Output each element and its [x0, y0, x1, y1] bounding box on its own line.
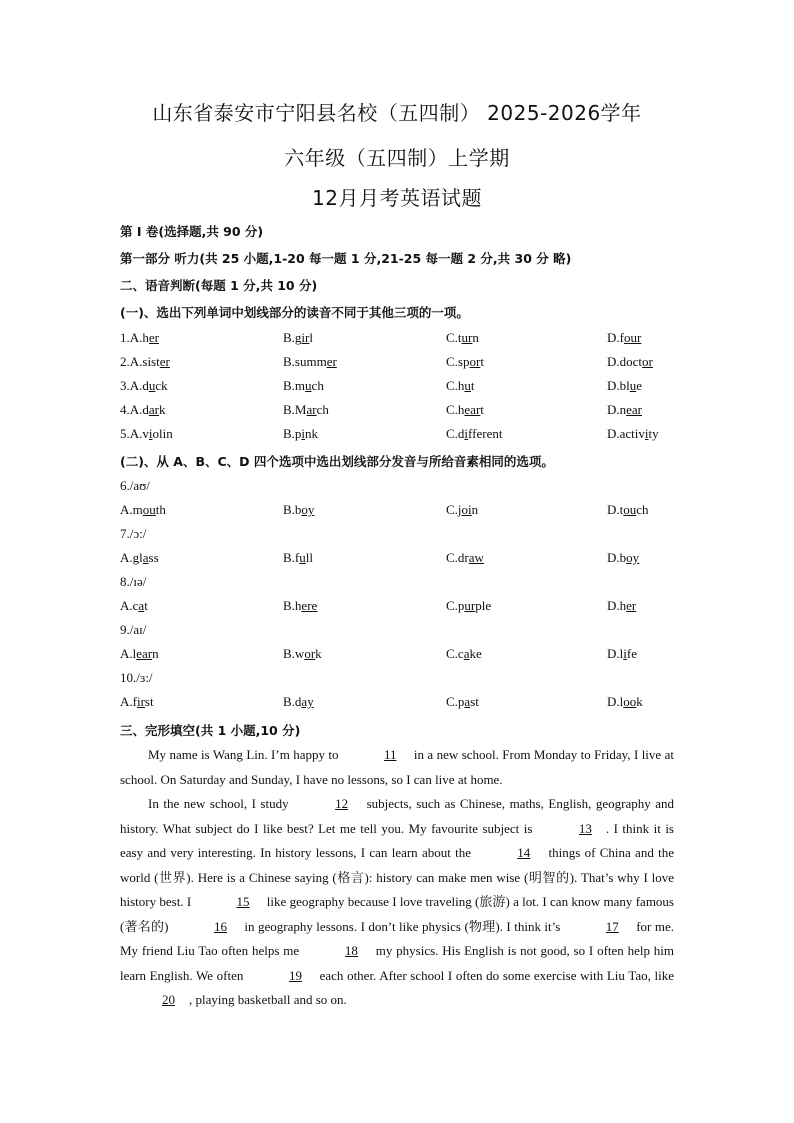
cloze-blank-16: 16 — [213, 918, 227, 934]
option-ul: a — [464, 694, 471, 709]
cloze-blank-19: 19 — [288, 967, 302, 983]
passage-paragraph-1 — [120, 743, 674, 792]
option-post: k — [636, 694, 643, 709]
cloze-section-header: 三、完形填空(共 1 小题,10 分) — [120, 723, 301, 738]
option-cell — [607, 646, 637, 662]
option-cell — [120, 694, 154, 710]
option-cell — [607, 550, 639, 566]
option-ul: aw — [468, 550, 484, 565]
option-pre: C.h — [446, 402, 465, 417]
question-number: 2. — [120, 354, 130, 369]
option-cell — [607, 402, 642, 418]
option-pre: B.m — [283, 378, 306, 393]
option-cell — [607, 330, 641, 346]
option-cell — [607, 598, 636, 614]
option-ul: ir — [301, 330, 310, 345]
option-pre: A.d — [129, 402, 149, 417]
option-ul: a — [138, 598, 145, 613]
option-post: t — [480, 354, 484, 369]
option-post: ple — [475, 598, 492, 613]
option-pre: C.t — [446, 330, 462, 345]
option-ul: u — [299, 550, 306, 565]
listening-header: 第一部分 听力(共 25 小题,1-20 每一题 1 分,21-25 每一题 2 分,共 30 分 略) — [120, 251, 572, 266]
passage-text: my physics. His English is not good, so I often help him learn English. We often — [120, 943, 674, 983]
option-ul: ar — [148, 402, 159, 417]
option-ul: u — [148, 378, 156, 393]
option-ul: u — [305, 378, 312, 393]
phoneme-label: 7./ɔ:/ — [120, 526, 147, 541]
option-cell — [283, 426, 318, 442]
option-cell — [120, 354, 170, 370]
option-pre: A.c — [120, 598, 139, 613]
option-cell — [283, 502, 314, 518]
option-post: ll — [305, 550, 313, 565]
option-pre: B.f — [283, 550, 300, 565]
option-cell — [283, 598, 317, 614]
option-post: ty — [648, 426, 659, 441]
option-cell — [120, 502, 166, 518]
option-cell — [120, 598, 148, 614]
option-ul: or — [642, 354, 653, 369]
option-cell — [607, 426, 659, 442]
option-ul: oy — [301, 502, 315, 517]
passage-text: My name is Wang Lin. I’m happy to — [148, 747, 342, 762]
phoneme-label: 10./ɜ:/ — [120, 670, 153, 685]
question-row-7 — [0, 550, 794, 570]
passage-text: , playing basketball and so on. — [189, 992, 347, 1007]
option-post: n — [471, 502, 479, 517]
option-ul: oy — [626, 550, 640, 565]
option-post: n — [152, 646, 159, 661]
option-ul: er — [626, 598, 637, 613]
option-post: t — [144, 598, 148, 613]
option-post: n — [472, 330, 479, 345]
option-post: t — [470, 378, 475, 393]
option-pre: D.f — [607, 330, 624, 345]
option-ul: ou — [142, 502, 156, 517]
option-pre: C.j — [446, 502, 462, 517]
option-post: e — [636, 378, 643, 393]
option-cell — [446, 694, 479, 710]
option-ul: ear — [136, 646, 153, 661]
question-row-1 — [0, 330, 794, 350]
cloze-blank-20: 20 — [162, 992, 175, 1007]
question-row-3 — [0, 378, 794, 398]
option-cell — [607, 354, 653, 370]
question-row-10 — [0, 694, 794, 714]
cloze-blank-15: 15 — [236, 894, 250, 909]
option-ul: ir — [136, 694, 145, 709]
option-pre: B.b — [283, 502, 302, 517]
option-post: fferent — [468, 426, 503, 441]
option-cell — [120, 426, 173, 442]
option-cell — [283, 550, 313, 566]
passage-text: . I think it is easy and very interesting. In history lessons, I can learn about the — [120, 820, 674, 860]
exam-title-line-3: 12月月考英语试题 — [312, 186, 482, 210]
exam-title-line-1: 山东省泰安市宁阳县名校（五四制） 2025-2026学年 — [152, 101, 642, 125]
option-ul: i — [644, 426, 649, 441]
question-row-6 — [0, 502, 794, 522]
cloze-blank-18: 18 — [344, 943, 358, 958]
option-post: k — [315, 646, 322, 661]
question-row-4 — [0, 402, 794, 422]
option-ul: oi — [461, 502, 472, 517]
option-post: k — [159, 402, 166, 417]
option-post: ch — [316, 402, 329, 417]
option-pre: D.h — [607, 598, 627, 613]
option-ul: er — [148, 330, 159, 345]
option-cell — [120, 550, 159, 566]
option-ul: or — [304, 646, 316, 661]
cloze-blank-14: 14 — [517, 845, 531, 860]
option-pre: A.gl — [120, 550, 143, 565]
option-ul: ear — [464, 402, 481, 417]
option-cell — [283, 694, 314, 710]
option-ul: u — [464, 378, 471, 393]
option-cell — [446, 598, 491, 614]
phoneme-label: 9./aɪ/ — [120, 622, 147, 637]
phoneme-label: 6./aʊ/ — [120, 478, 150, 493]
option-ul: oo — [623, 694, 637, 709]
passage-text: things of China and the world (世界). Here is a Chinese saying (格言): history can make men wise (明智的). That’s why I love history best. I — [120, 845, 674, 909]
option-pre: D.n — [607, 402, 627, 417]
option-pre: D.doct — [607, 354, 643, 369]
cloze-blank-13: 13 — [578, 820, 592, 836]
option-post: nk — [305, 426, 319, 441]
option-ul: our — [623, 330, 642, 345]
question-row-5 — [0, 426, 794, 446]
option-cell — [283, 646, 322, 662]
passage-text: subjects, such as Chinese, maths, English, geography and history. What subject do I like best? Let me tell you. My favourite subject is — [120, 796, 675, 836]
phonetics-section-header: 二、语音判断(每题 1 分,共 10 分) — [120, 278, 318, 293]
option-post: ss — [148, 550, 159, 565]
volume-1-header: 第 I 卷(选择题,共 90 分) — [120, 224, 264, 239]
option-cell — [283, 354, 337, 370]
option-cell — [120, 402, 166, 418]
option-cell — [446, 550, 484, 566]
option-cell — [446, 378, 475, 394]
option-pre: D.b — [607, 550, 627, 565]
option-ul: ay — [301, 694, 314, 709]
option-ul: ere — [301, 598, 318, 613]
option-pre: B.w — [283, 646, 305, 661]
option-ul: i — [623, 646, 627, 661]
option-cell — [120, 646, 159, 662]
option-cell — [607, 378, 642, 394]
option-ul: a — [142, 550, 149, 565]
option-cell — [607, 694, 643, 710]
option-cell — [120, 378, 168, 394]
exam-title-line-2: 六年级（五四制）上学期 — [284, 146, 510, 170]
option-ul: a — [463, 646, 470, 661]
option-pre: C.sp — [446, 354, 470, 369]
option-ul: i — [301, 426, 306, 441]
cloze-blank-17: 17 — [605, 918, 619, 934]
option-ul: er — [159, 354, 170, 369]
option-ul: i — [464, 426, 469, 441]
option-cell — [283, 330, 313, 346]
question-row-9 — [0, 646, 794, 666]
option-pre: A.m — [120, 502, 143, 517]
option-pre: B.M — [283, 402, 307, 417]
cloze-passage — [120, 743, 674, 1013]
option-cell — [607, 502, 649, 518]
question-number: 3. — [120, 378, 130, 393]
option-cell — [120, 330, 159, 346]
option-post: l — [309, 330, 313, 345]
option-cell — [446, 354, 484, 370]
phoneme-label: 8./ɪə/ — [120, 574, 147, 589]
option-pre: C.p — [446, 694, 465, 709]
question-row-8 — [0, 598, 794, 618]
option-post: st — [144, 694, 154, 709]
option-ul: u — [629, 378, 637, 393]
option-pre: A.d — [129, 378, 149, 393]
option-post: ch — [311, 378, 324, 393]
option-pre: B.d — [283, 694, 302, 709]
question-number: 5. — [120, 426, 130, 441]
cloze-blank-12: 12 — [335, 796, 349, 811]
question-number: 1. — [120, 330, 130, 345]
option-pre: B.p — [283, 426, 302, 441]
option-pre: D.bl — [607, 378, 630, 393]
option-pre: A.l — [120, 646, 137, 661]
option-post: olin — [152, 426, 173, 441]
option-pre: C.h — [446, 378, 465, 393]
passage-paragraph-2 — [120, 792, 674, 1013]
option-ul: er — [326, 354, 337, 369]
option-ul: ear — [626, 402, 643, 417]
passage-text: in geography lessons. I don’t like physics (物理). I think it’s — [240, 918, 564, 934]
option-ul: ur — [464, 598, 476, 613]
option-pre: A.sist — [129, 354, 160, 369]
phonetics-sub1-instruction: (一)、选出下列单词中划线部分的读音不同于其他三项的一项。 — [120, 305, 469, 320]
option-cell — [446, 502, 478, 518]
phonetics-sub2-instruction: (二)、从 A、B、C、D 四个选项中选出划线部分发音与所给音素相同的选项。 — [120, 454, 554, 469]
option-post: ck — [155, 378, 168, 393]
passage-text: each other. After school I often do some exercise with Liu Tao, like — [315, 967, 674, 983]
option-pre: A.h — [129, 330, 149, 345]
question-row-2 — [0, 354, 794, 374]
option-pre: C.dr — [446, 550, 469, 565]
option-pre: B.h — [283, 598, 302, 613]
option-pre: D.t — [607, 502, 624, 517]
option-pre: C.c — [446, 646, 464, 661]
passage-text: like geography because I love traveling (旅游) a lot. I can know many famous (著名的) — [120, 894, 674, 934]
option-ul: ou — [623, 502, 637, 517]
option-cell — [283, 378, 324, 394]
option-cell — [446, 330, 479, 346]
option-pre: D.l — [607, 646, 624, 661]
option-pre: C.d — [446, 426, 465, 441]
option-pre: D.l — [607, 694, 624, 709]
option-pre: D.activ — [607, 426, 645, 441]
option-cell — [446, 426, 502, 442]
option-cell — [283, 402, 329, 418]
option-pre: A.f — [120, 694, 137, 709]
option-pre: A.v — [129, 426, 149, 441]
question-number: 4. — [120, 402, 130, 417]
option-post: t — [480, 402, 484, 417]
option-ul: ar — [306, 402, 317, 417]
option-post: fe — [626, 646, 637, 661]
option-pre: C.p — [446, 598, 465, 613]
option-ul: or — [469, 354, 481, 369]
cloze-blank-11: 11 — [383, 747, 397, 762]
option-pre: B.g — [283, 330, 302, 345]
passage-text: In the new school, I study — [148, 796, 294, 811]
option-pre: B.summ — [283, 354, 327, 369]
option-post: th — [155, 502, 166, 517]
option-ul: ur — [461, 330, 473, 345]
passage-text: in a new school. From Monday to Friday, I live at school. On Saturday and Sunday, I have no lessons, so I can live at home. — [120, 747, 674, 787]
option-cell — [446, 402, 484, 418]
passage-text: for me. My friend Liu Tao often helps me — [120, 918, 674, 958]
option-ul: i — [148, 426, 153, 441]
option-post: ch — [636, 502, 649, 517]
option-cell — [446, 646, 482, 662]
option-post: st — [470, 694, 479, 709]
option-post: ke — [469, 646, 482, 661]
